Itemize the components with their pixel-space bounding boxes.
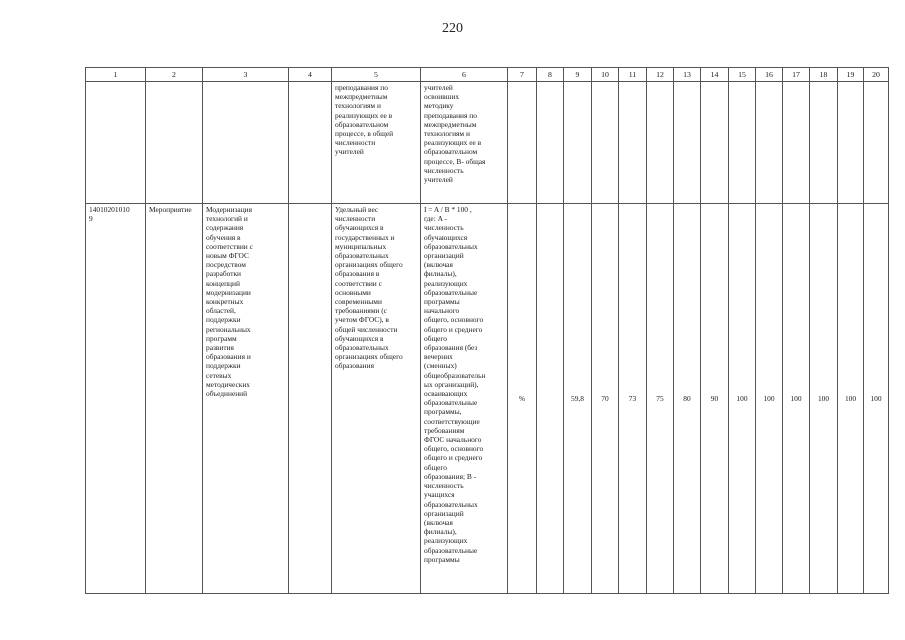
table-cell — [619, 82, 647, 204]
value-cell: 75 — [647, 204, 674, 594]
activity-name-cell: Модернизация технологий и содержания обучения в соответствии с новым ФГОС посредством разработки концепций модернизации конкретных областей, поддержки региональных программ развития образования и поддержки сетевых методических объединений — [203, 204, 289, 594]
header-cell: 12 — [647, 68, 674, 82]
table-cell — [86, 82, 146, 204]
table-cell — [864, 82, 889, 204]
header-cell: 11 — [619, 68, 647, 82]
header-cell: 16 — [756, 68, 783, 82]
table-cell — [729, 82, 756, 204]
value-cell: 80 — [674, 204, 701, 594]
unit-cell: % — [508, 204, 537, 594]
header-cell: 7 — [508, 68, 537, 82]
page-number: 220 — [442, 21, 463, 36]
header-cell: 5 — [332, 68, 421, 82]
table-cell — [783, 82, 810, 204]
value-cell: 70 — [592, 204, 619, 594]
value-cell: 100 — [864, 204, 889, 594]
value-cell: 100 — [810, 204, 838, 594]
header-cell: 18 — [810, 68, 838, 82]
table-cell — [289, 82, 332, 204]
table-cell — [289, 204, 332, 594]
header-cell: 1 — [86, 68, 146, 82]
table-row-main — [86, 204, 889, 594]
table-cell — [203, 82, 289, 204]
table-cell — [647, 82, 674, 204]
header-cell: 8 — [537, 68, 564, 82]
code-cell: 14010201010 9 — [86, 204, 146, 594]
table-cell — [564, 82, 592, 204]
value-cell — [537, 204, 564, 594]
table-cell — [508, 82, 537, 204]
header-cell: 20 — [864, 68, 889, 82]
header-cell: 6 — [421, 68, 508, 82]
indicator-text-cell: преподавания по межпредметным технологиям и реализующих ее в образовательном процессе, в общей численности учителей — [332, 82, 421, 204]
table-cell — [701, 82, 729, 204]
value-cell: 73 — [619, 204, 647, 594]
table-cell — [146, 82, 203, 204]
header-row — [86, 68, 889, 82]
table-cell — [810, 82, 838, 204]
header-cell: 17 — [783, 68, 810, 82]
value-cell: 59,8 — [564, 204, 592, 594]
value-cell: 90 — [701, 204, 729, 594]
value-cell: 100 — [729, 204, 756, 594]
header-cell: 15 — [729, 68, 756, 82]
header-cell: 13 — [674, 68, 701, 82]
table-cell — [756, 82, 783, 204]
data-table — [85, 67, 889, 594]
value-cell: 100 — [756, 204, 783, 594]
table-cell — [592, 82, 619, 204]
header-cell: 3 — [203, 68, 289, 82]
table-cell — [838, 82, 864, 204]
header-cell: 2 — [146, 68, 203, 82]
header-cell: 19 — [838, 68, 864, 82]
header-cell: 14 — [701, 68, 729, 82]
indicator-text-cell: Удельный вес численности обучающихся в государственных и муниципальных образовательных организациях общего образования в соответствии с основными современными требованиями (с учетом ФГОС), в общей численности обучающихся в образовательных организациях общего образования — [332, 204, 421, 594]
table-row-continued — [86, 82, 889, 204]
value-cell: 100 — [838, 204, 864, 594]
table-cell — [537, 82, 564, 204]
table-cell — [674, 82, 701, 204]
formula-text-cell: учителей освоивших методику преподавания по межпредметным технологиям и реализующих ее в образовательном процессе, В- общая численность учителей — [421, 82, 508, 204]
header-cell: 10 — [592, 68, 619, 82]
header-cell: 4 — [289, 68, 332, 82]
type-cell: Мероприятие — [146, 204, 203, 594]
header-cell: 9 — [564, 68, 592, 82]
formula-text-cell: I = A / B * 100 , где: A - численность обучающихся образовательных организаций (включая филиалы), реализующих образовательные программы начального общего, основного общего и среднего общего образования (без вечерних (сменных) общеобразовательн ых организаций), осваивающих образовательные программы, соответствующие требованиям ФГОС начального общего, основного общего и среднего общего образования; В - численность учащихся образовательных организаций (включая филиалы), реализующих образовательные программы — [421, 204, 508, 594]
value-cell: 100 — [783, 204, 810, 594]
